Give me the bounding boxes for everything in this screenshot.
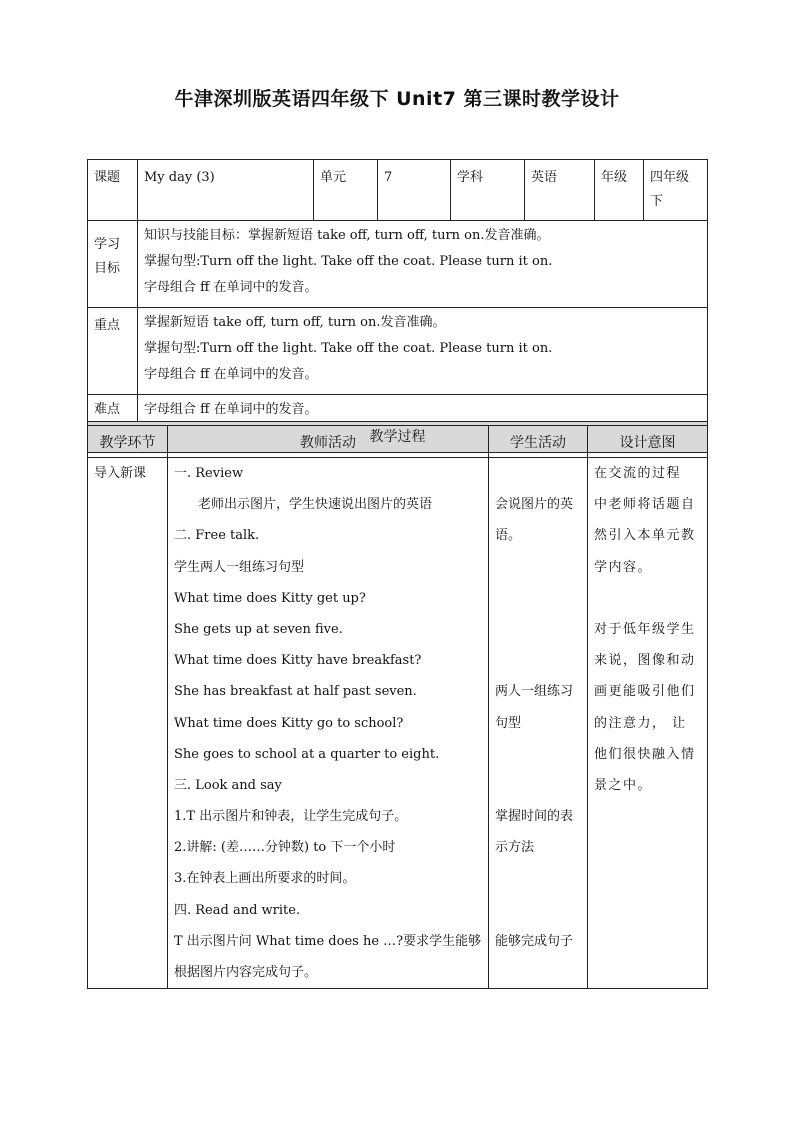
- difficulty-content: 字母组合 ff 在单词中的发音。: [138, 395, 708, 422]
- student-line: [495, 770, 581, 801]
- process-body-row: [88, 458, 708, 989]
- grade-value: [644, 160, 708, 221]
- teacher-line: 四. Read and write.: [174, 902, 301, 918]
- goals-content: [138, 221, 708, 308]
- student-line: [495, 458, 581, 489]
- student-line: 掌握时间的表: [495, 809, 574, 825]
- goals-label-line-2: 目标: [94, 261, 121, 276]
- teacher-line: 三. Look and say: [174, 777, 282, 793]
- grade-value-line-2: 下: [650, 194, 664, 209]
- design-line: 景之中。: [594, 777, 653, 793]
- difficulty-row: [88, 395, 708, 422]
- student-line: 语。: [495, 528, 522, 544]
- design-line: 他们很快融入情: [594, 746, 696, 762]
- col-teacher-header: 教师活动: [168, 426, 489, 458]
- teacher-line: She gets up at seven five.: [174, 621, 343, 637]
- teacher-line: T 出示图片问 What time does he …?要求学生能够: [174, 933, 482, 949]
- grade-value-line-1: 四年级: [650, 170, 690, 185]
- teacher-line: 老师出示图片，学生快速说出图片的英语: [198, 497, 433, 513]
- subject-value: 英语: [525, 160, 595, 221]
- unit-label: 单元: [314, 160, 378, 221]
- student-line: [495, 739, 581, 770]
- teacher-line: What time does Kitty have breakfast?: [174, 653, 422, 669]
- teacher-line: 学生两人一组练习句型: [174, 559, 305, 575]
- col-student-header: 学生活动: [489, 426, 588, 458]
- key-line: 掌握句型:Turn off the light. Take off the coat. Please turn it on.: [144, 341, 553, 356]
- key-content: [138, 308, 708, 395]
- teacher-line: 根据图片内容完成句子。: [174, 965, 318, 980]
- student-line: 示方法: [495, 840, 535, 856]
- process-header-row: [88, 426, 708, 458]
- goals-line: 字母组合 ff 在单词中的发音。: [144, 280, 318, 295]
- teacher-line: She has breakfast at half past seven.: [174, 684, 417, 700]
- key-label: 重点: [88, 308, 138, 395]
- unit-value: 7: [378, 160, 451, 221]
- goals-line: 知识与技能目标：掌握新短语 take off, turn off, turn on.发音准确。: [144, 228, 550, 243]
- design-line: 对于低年级学生: [594, 621, 696, 637]
- student-line: [495, 863, 581, 894]
- key-line: 掌握新短语 take off, turn off, turn on.发音准确。: [144, 315, 446, 330]
- grade-label: 年级: [595, 160, 644, 221]
- goals-line: 掌握句型:Turn off the light. Take off the coat. Please turn it on.: [144, 254, 553, 269]
- student-line: 句型: [495, 715, 522, 731]
- student-line: [495, 957, 581, 988]
- student-line: 能够完成句子: [495, 933, 574, 949]
- stage-cell: [88, 458, 168, 989]
- student-activity-cell: [489, 458, 588, 989]
- document-title: 牛津深圳版英语四年级下 Unit7 第三课时教学设计: [174, 88, 620, 110]
- design-line: 在交流的过程: [594, 466, 682, 481]
- student-line: 两人一组练习: [495, 684, 574, 700]
- teacher-line: 一. Review: [174, 466, 244, 481]
- teacher-activity-cell: [168, 458, 489, 989]
- course-value: My day (3): [138, 160, 314, 221]
- student-line: [495, 645, 581, 676]
- goals-label-line-1: 学习: [94, 237, 121, 252]
- teacher-line: 二. Free talk.: [174, 528, 260, 544]
- design-line: 来说，图像和动: [594, 653, 696, 669]
- design-line: 画更能吸引他们: [594, 684, 696, 700]
- design-intent-cell: [588, 458, 708, 989]
- process-heading: 教学过程: [88, 422, 708, 453]
- goals-label: [88, 221, 138, 308]
- lesson-info-table: [87, 159, 708, 453]
- stage-label: 导入新课: [94, 466, 147, 481]
- design-line: 的注意力， 让: [594, 715, 687, 731]
- difficulty-label: 难点: [88, 395, 138, 422]
- course-label: 课题: [88, 160, 138, 221]
- teacher-line: 2.讲解: (差……分钟数) to 下一个小时: [174, 840, 396, 856]
- design-line: 中老师将话题自: [594, 497, 696, 513]
- subject-label: 学科: [451, 160, 525, 221]
- teacher-line: What time does Kitty go to school?: [174, 715, 404, 731]
- process-table: [87, 425, 708, 989]
- student-line: [495, 552, 581, 583]
- key-line: 字母组合 ff 在单词中的发音。: [144, 367, 318, 382]
- teacher-line: 3.在钟表上画出所要求的时间。: [174, 871, 356, 887]
- design-line: 学内容。: [594, 559, 653, 575]
- col-stage-header: 教学环节: [88, 426, 168, 458]
- goals-row: [88, 221, 708, 308]
- student-line: 会说图片的英: [495, 497, 574, 513]
- student-line: [495, 614, 581, 645]
- student-line: [495, 895, 581, 926]
- teacher-line: She goes to school at a quarter to eight.: [174, 746, 440, 762]
- design-line: [594, 583, 701, 614]
- teacher-line: 1.T 出示图片和钟表，让学生完成句子。: [174, 809, 408, 825]
- col-design-header: 设计意图: [588, 426, 708, 458]
- design-line: 然引入本单元教: [594, 528, 696, 544]
- teacher-line: What time does Kitty get up?: [174, 590, 366, 606]
- key-row: [88, 308, 708, 395]
- student-line: [495, 583, 581, 614]
- info-row: [88, 160, 708, 221]
